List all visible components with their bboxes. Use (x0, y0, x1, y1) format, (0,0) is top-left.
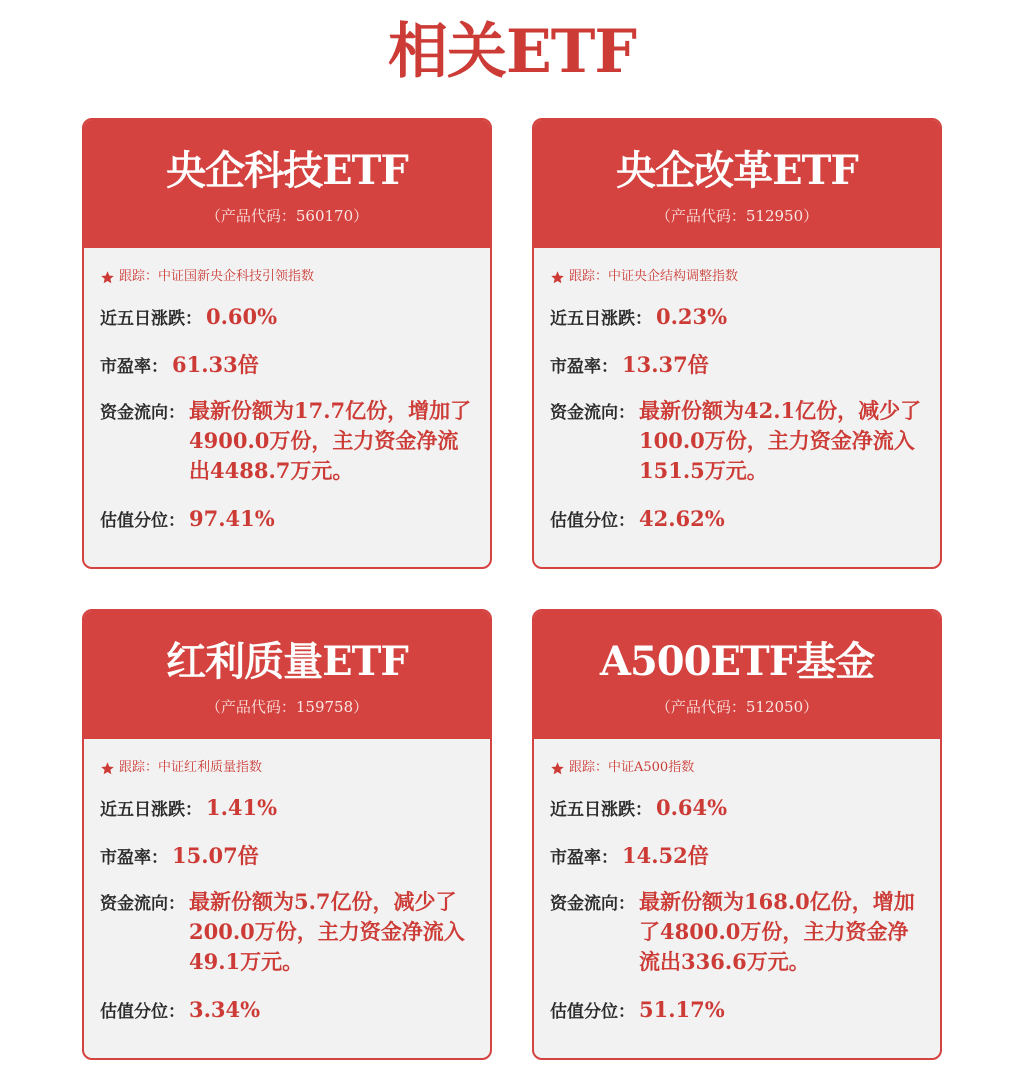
valuation-row (100, 504, 474, 534)
fund-flow-label: 资金流向： (550, 894, 635, 914)
card-code: （产品代码：512050） (655, 698, 819, 716)
five-day-change-value: 0.64% (656, 795, 728, 820)
valuation-label: 估值分位： (550, 1002, 635, 1022)
track-text: 跟踪：中证国新央企科技引领指数 (119, 269, 315, 284)
card-header (534, 611, 940, 739)
fund-flow-row (550, 887, 924, 977)
card-name: A500ETF基金 (599, 638, 875, 685)
pe-ratio-value: 14.52倍 (622, 843, 709, 868)
pe-ratio-row (550, 350, 924, 380)
etf-card-3 (532, 609, 942, 1060)
card-body (84, 739, 490, 1025)
page-title: 相关ETF (388, 17, 636, 87)
track-row (550, 759, 924, 777)
card-header (534, 120, 940, 248)
five-day-change-row (100, 302, 474, 332)
valuation-row (100, 995, 474, 1025)
five-day-change-value: 0.23% (656, 304, 728, 329)
card-header (84, 611, 490, 739)
fund-flow-value: 最新份额为168.0亿份，增加了4800.0万份，主力资金净流出336.6万元。 (639, 889, 915, 974)
valuation-value: 51.17% (639, 997, 725, 1022)
card-body (84, 248, 490, 534)
star-icon (100, 761, 115, 776)
valuation-row (550, 504, 924, 534)
five-day-change-row (550, 302, 924, 332)
pe-ratio-label: 市盈率： (100, 848, 168, 868)
pe-ratio-value: 61.33倍 (172, 352, 259, 377)
valuation-value: 97.41% (189, 506, 275, 531)
card-name: 央企科技ETF (166, 147, 408, 194)
track-row (100, 759, 474, 777)
fund-flow-row (100, 396, 474, 486)
fund-flow-label: 资金流向： (100, 403, 185, 423)
track-row (550, 268, 924, 286)
fund-flow-label: 资金流向： (550, 403, 635, 423)
track-row (100, 268, 474, 286)
valuation-value: 3.34% (189, 997, 261, 1022)
valuation-label: 估值分位： (100, 511, 185, 531)
fund-flow-value: 最新份额为42.1亿份，减少了100.0万份，主力资金净流入151.5万元。 (639, 398, 922, 483)
pe-ratio-value: 13.37倍 (622, 352, 709, 377)
etf-card-2 (82, 609, 492, 1060)
valuation-value: 42.62% (639, 506, 725, 531)
five-day-change-label: 近五日涨跌： (100, 309, 202, 329)
five-day-change-row (550, 793, 924, 823)
etf-card-1 (532, 118, 942, 569)
fund-flow-label: 资金流向： (100, 894, 185, 914)
pe-ratio-label: 市盈率： (550, 848, 618, 868)
fund-flow-row (100, 887, 474, 977)
etf-card-0 (82, 118, 492, 569)
pe-ratio-row (100, 841, 474, 871)
star-icon (550, 270, 565, 285)
pe-ratio-value: 15.07倍 (172, 843, 259, 868)
card-name: 红利质量ETF (166, 638, 408, 685)
star-icon (550, 761, 565, 776)
pe-ratio-row (100, 350, 474, 380)
five-day-change-label: 近五日涨跌： (100, 800, 202, 820)
five-day-change-value: 0.60% (206, 304, 278, 329)
card-code: （产品代码：159758） (205, 698, 369, 716)
fund-flow-value: 最新份额为5.7亿份，减少了200.0万份，主力资金净流入49.1万元。 (189, 889, 465, 974)
five-day-change-label: 近五日涨跌： (550, 309, 652, 329)
pe-ratio-label: 市盈率： (550, 357, 618, 377)
valuation-label: 估值分位： (550, 511, 635, 531)
card-header (84, 120, 490, 248)
five-day-change-row (100, 793, 474, 823)
fund-flow-value: 最新份额为17.7亿份，增加了4900.0万份，主力资金净流出4488.7万元。 (189, 398, 472, 483)
valuation-label: 估值分位： (100, 1002, 185, 1022)
card-code: （产品代码：560170） (205, 207, 369, 225)
valuation-row (550, 995, 924, 1025)
track-text: 跟踪：中证央企结构调整指数 (569, 269, 739, 284)
card-name: 央企改革ETF (616, 147, 858, 194)
five-day-change-value: 1.41% (206, 795, 278, 820)
pe-ratio-row (550, 841, 924, 871)
star-icon (100, 270, 115, 285)
five-day-change-label: 近五日涨跌： (550, 800, 652, 820)
pe-ratio-label: 市盈率： (100, 357, 168, 377)
card-body (534, 739, 940, 1025)
fund-flow-row (550, 396, 924, 486)
card-code: （产品代码：512950） (655, 207, 819, 225)
card-body (534, 248, 940, 534)
track-text: 跟踪：中证红利质量指数 (119, 760, 263, 775)
track-text: 跟踪：中证A500指数 (569, 760, 695, 775)
